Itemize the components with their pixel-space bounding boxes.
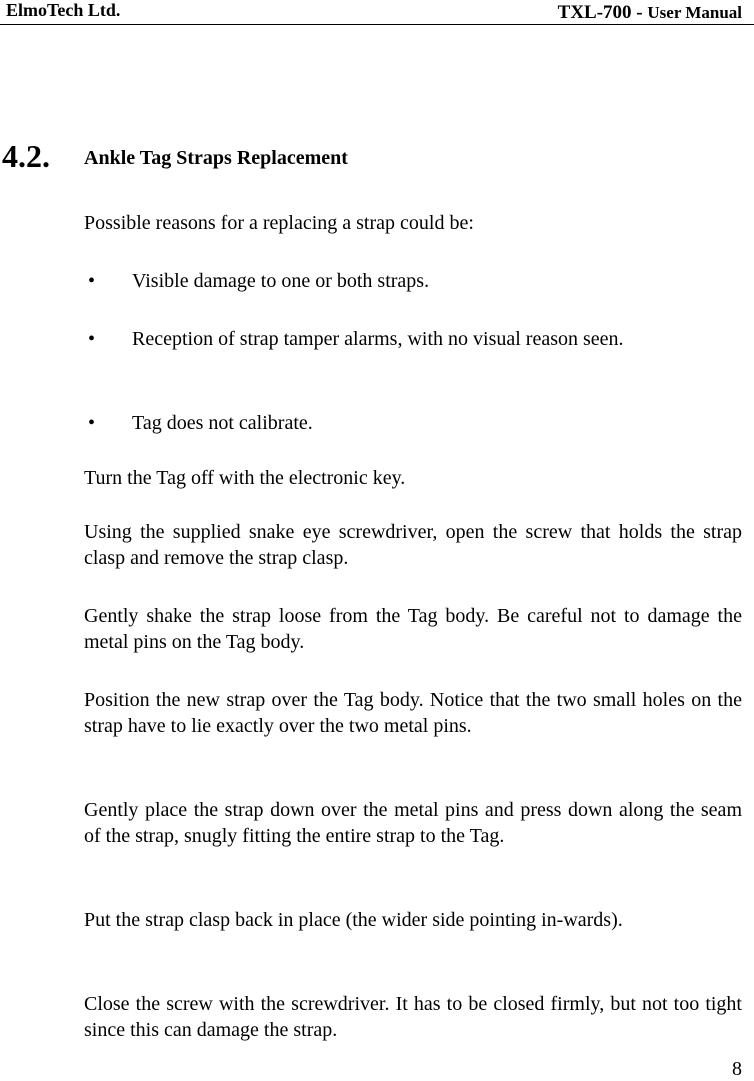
paragraph: Gently shake the strap loose from the Tag body. Be careful not to damage the metal pins on the Tag body. [84,605,742,653]
section-title: Ankle Tag Straps Replacement [84,147,348,169]
list-item-text: Visible damage to one or both straps. [132,270,430,292]
paragraph: Close the screw with the screwdriver. It has to be closed firmly, but not too tight since this can damage the strap. [84,993,742,1041]
paragraph: Gently place the strap down over the metal pins and press down along the seam of the strap, snugly fitting the entire strap to the Tag. [84,799,742,847]
list-item-text: Tag does not calibrate. [132,412,313,434]
bullet-icon: • [88,328,96,350]
intro-paragraph: Possible reasons for a replacing a strap could be: [84,212,474,234]
page-number: 8 [732,1058,742,1080]
paragraph: Using the supplied snake eye screwdriver, open the screw that holds the strap clasp and remove the strap clasp. [84,521,742,569]
company-name: ElmoTech Ltd. [6,0,121,20]
paragraph: Put the strap clasp back in place (the wider side pointing in-wards). [84,909,623,931]
paragraph: Turn the Tag off with the electronic key. [84,467,406,489]
document-title [558,2,742,24]
bullet-icon: • [88,270,96,292]
bullet-icon: • [88,412,96,434]
paragraph: Position the new strap over the Tag body. Notice that the two small holes on the strap have to lie exactly over the two metal pins. [84,689,742,737]
section-number: 4.2. [2,138,50,174]
model-name: TXL-700 - [557,2,643,23]
list-item-text: Reception of strap tamper alarms, with no visual reason seen. [132,328,624,350]
page-header [0,0,754,25]
manual-label: User Manual [647,3,742,22]
